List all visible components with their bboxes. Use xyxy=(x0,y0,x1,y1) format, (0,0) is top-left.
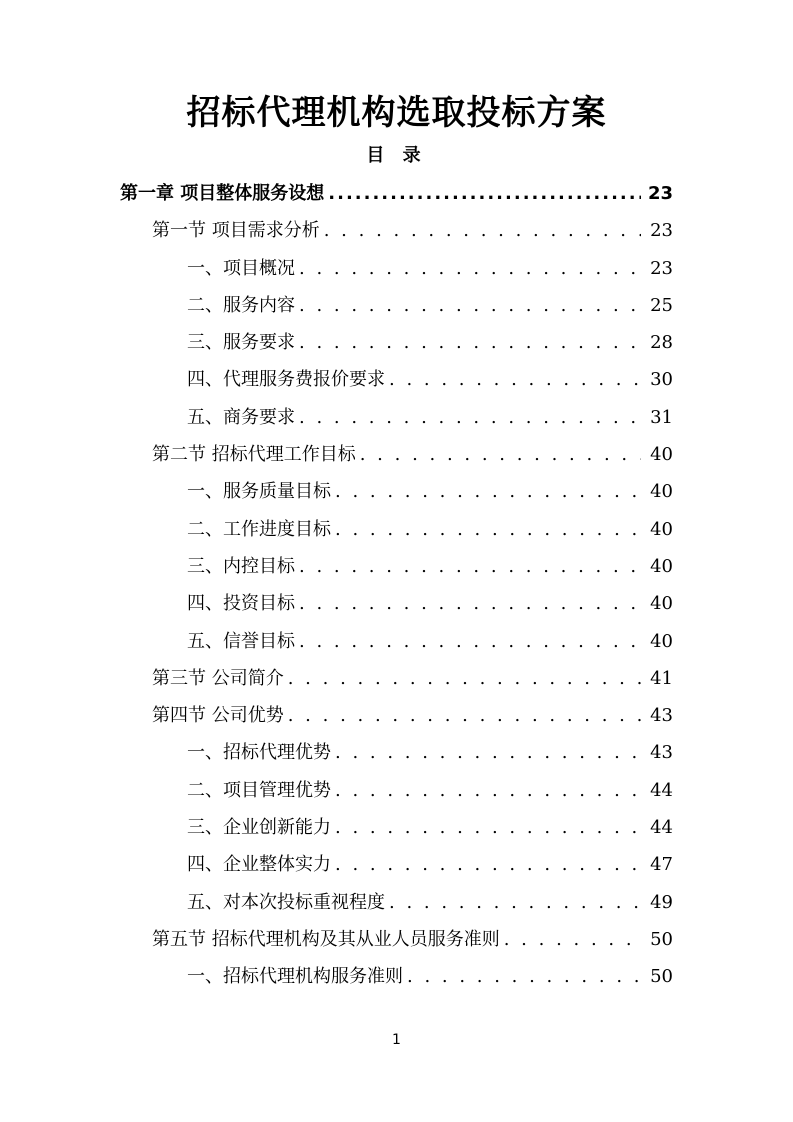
toc-entry-page: 47 xyxy=(650,854,673,876)
toc-entry[interactable] xyxy=(0,175,793,212)
toc-entry-page: 40 xyxy=(650,593,673,615)
toc-entry-label: 三、服务要求 xyxy=(187,332,295,354)
toc-entry-page: 49 xyxy=(650,891,673,913)
toc-entry-label: 五、商务要求 xyxy=(187,406,295,428)
toc-entry-label: 第四节 公司优势 xyxy=(152,705,284,727)
toc-dot-leader xyxy=(299,287,641,324)
toc-entry-page: 40 xyxy=(650,518,673,540)
toc-dot-leader xyxy=(288,660,641,697)
toc-entry[interactable] xyxy=(0,212,793,249)
toc-entry[interactable] xyxy=(0,473,793,510)
toc-entry-label: 一、招标代理优势 xyxy=(187,742,331,764)
toc-entry-page: 31 xyxy=(650,406,673,428)
toc-entry[interactable] xyxy=(0,324,793,361)
toc-entry-page: 28 xyxy=(650,332,673,354)
toc-entry-page: 40 xyxy=(650,481,673,503)
toc-dot-leader xyxy=(335,473,641,510)
toc-entry[interactable] xyxy=(0,884,793,921)
toc-entry-page: 40 xyxy=(650,444,673,466)
toc-heading: 目 录 xyxy=(366,145,427,166)
toc-entry-label: 第三节 公司简介 xyxy=(152,667,284,689)
toc-entry-label: 第一章 项目整体服务设想 xyxy=(120,183,325,204)
toc-entry[interactable] xyxy=(0,287,793,324)
toc-entry-label: 一、项目概况 xyxy=(187,257,295,279)
toc-entry[interactable] xyxy=(0,846,793,883)
toc-dot-leader xyxy=(299,623,641,660)
toc-dot-leader xyxy=(407,958,641,995)
toc-entry[interactable] xyxy=(0,436,793,473)
toc-entry-page: 50 xyxy=(650,966,673,988)
toc-dot-leader xyxy=(335,809,641,846)
toc-entry[interactable] xyxy=(0,734,793,771)
toc-entry-label: 四、投资目标 xyxy=(187,593,295,615)
toc-entry-page: 44 xyxy=(650,817,673,839)
toc-dot-leader xyxy=(335,734,641,771)
table-of-contents xyxy=(0,175,793,996)
toc-entry-label: 第五节 招标代理机构及其从业人员服务准则 xyxy=(152,928,500,950)
toc-entry-page: 41 xyxy=(650,667,673,689)
toc-entry[interactable] xyxy=(0,697,793,734)
toc-entry-page: 50 xyxy=(650,928,673,950)
toc-entry-label: 三、企业创新能力 xyxy=(187,817,331,839)
toc-entry-page: 43 xyxy=(650,742,673,764)
toc-entry-page: 23 xyxy=(647,183,673,204)
toc-dot-leader xyxy=(299,250,641,287)
toc-entry[interactable] xyxy=(0,361,793,398)
toc-entry-label: 二、工作进度目标 xyxy=(187,518,331,540)
toc-entry-label: 一、招标代理机构服务准则 xyxy=(187,966,403,988)
toc-dot-leader xyxy=(504,921,641,958)
toc-dot-leader xyxy=(389,884,641,921)
page-number: 1 xyxy=(392,1032,401,1048)
toc-entry[interactable] xyxy=(0,660,793,697)
toc-entry[interactable] xyxy=(0,585,793,622)
toc-entry[interactable] xyxy=(0,623,793,660)
toc-entry-page: 25 xyxy=(650,294,673,316)
toc-entry-label: 五、信誉目标 xyxy=(187,630,295,652)
toc-entry-page: 43 xyxy=(650,705,673,727)
toc-entry-page: 40 xyxy=(650,555,673,577)
toc-dot-leader xyxy=(389,361,641,398)
toc-entry[interactable] xyxy=(0,548,793,585)
toc-entry-label: 二、服务内容 xyxy=(187,294,295,316)
toc-entry-label: 二、项目管理优势 xyxy=(187,779,331,801)
toc-entry-label: 第一节 项目需求分析 xyxy=(152,220,320,242)
toc-dot-leader xyxy=(299,324,641,361)
toc-dot-leader xyxy=(324,212,641,249)
toc-entry-page: 30 xyxy=(650,369,673,391)
toc-entry-label: 四、代理服务费报价要求 xyxy=(187,369,385,391)
toc-entry[interactable] xyxy=(0,809,793,846)
toc-dot-leader xyxy=(335,511,641,548)
toc-dot-leader xyxy=(299,585,641,622)
toc-entry-page: 40 xyxy=(650,630,673,652)
toc-entry-label: 第二节 招标代理工作目标 xyxy=(152,444,356,466)
toc-entry[interactable] xyxy=(0,921,793,958)
toc-entry-label: 四、企业整体实力 xyxy=(187,854,331,876)
toc-dot-leader xyxy=(288,697,641,734)
toc-entry-page: 23 xyxy=(650,220,673,242)
toc-entry-page: 23 xyxy=(650,257,673,279)
toc-entry-label: 三、内控目标 xyxy=(187,555,295,577)
toc-dot-leader xyxy=(360,436,641,473)
toc-entry-label: 五、对本次投标重视程度 xyxy=(187,891,385,913)
toc-entry[interactable] xyxy=(0,511,793,548)
toc-dot-leader xyxy=(299,399,641,436)
toc-dot-leader xyxy=(299,548,641,585)
toc-entry[interactable] xyxy=(0,772,793,809)
toc-entry-label: 一、服务质量目标 xyxy=(187,481,331,503)
toc-entry[interactable] xyxy=(0,399,793,436)
toc-dot-leader xyxy=(335,846,641,883)
toc-entry[interactable] xyxy=(0,958,793,995)
toc-dot-leader xyxy=(328,175,641,212)
toc-entry[interactable] xyxy=(0,250,793,287)
toc-entry-page: 44 xyxy=(650,779,673,801)
document-title: 招标代理机构选取投标方案 xyxy=(186,93,607,133)
toc-dot-leader xyxy=(335,772,641,809)
